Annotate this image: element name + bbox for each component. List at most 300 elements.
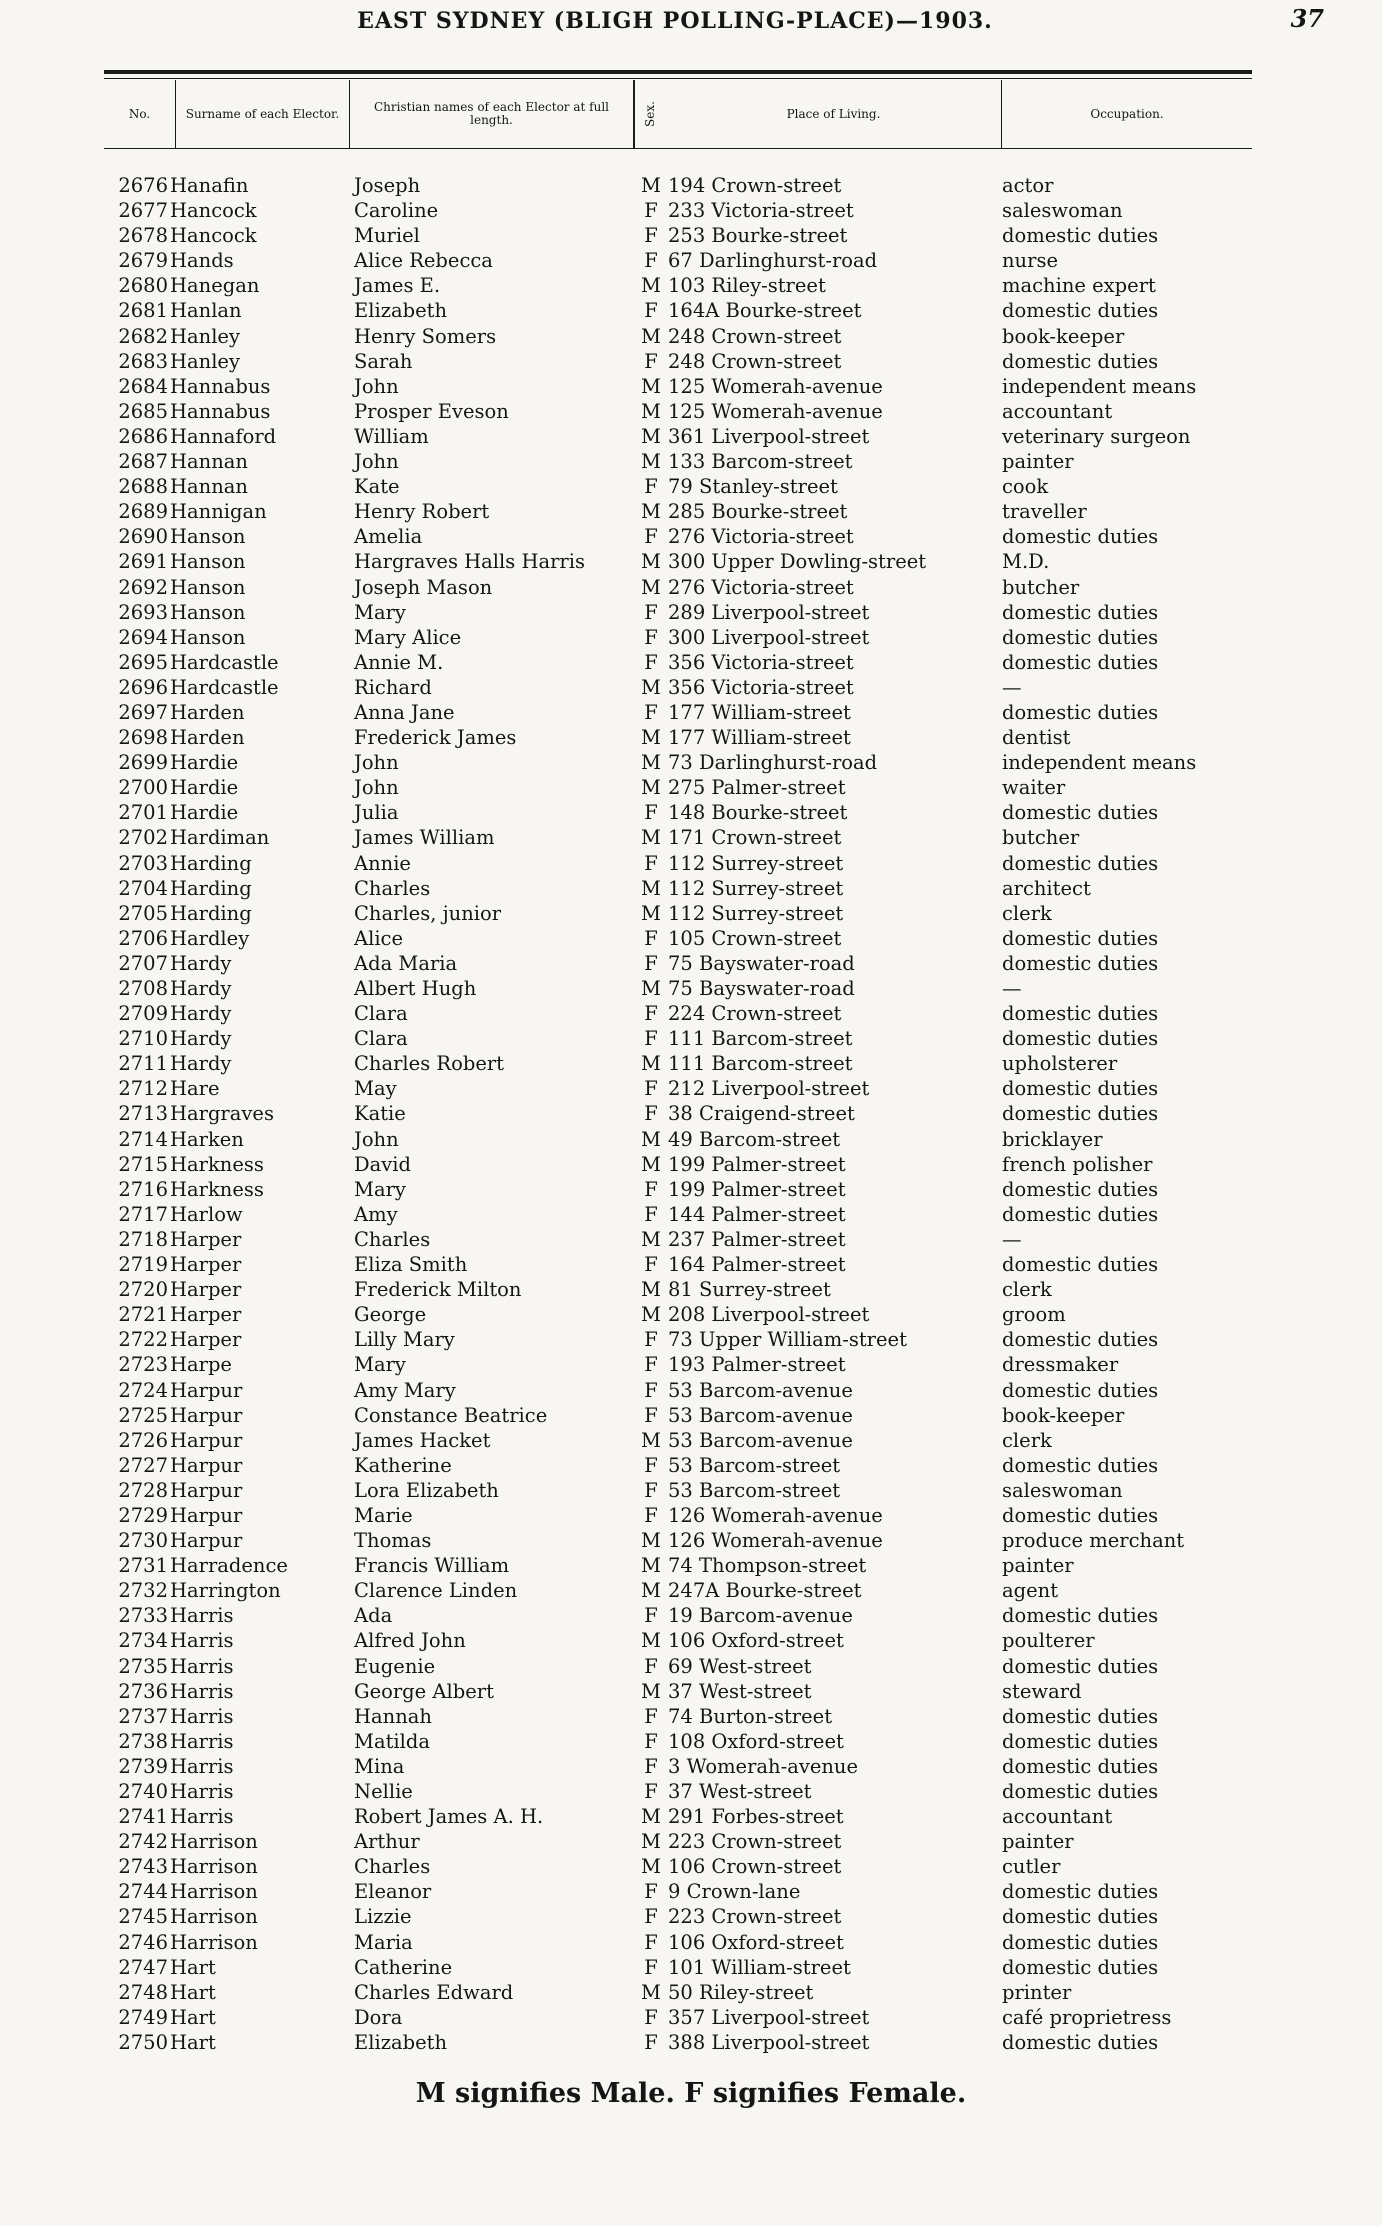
elector-number: 2691: [118, 550, 168, 574]
elector-christian-names: Clara: [354, 1002, 408, 1026]
elector-christian-names: Eugenie: [354, 1654, 436, 1678]
elector-christian-names: Charles, junior: [354, 901, 502, 925]
elector-christian-names: Eliza Smith: [354, 1253, 468, 1277]
elector-place-of-living: 49 Barcom-street: [668, 1127, 841, 1151]
elector-place-of-living: 356 Victoria-street: [668, 650, 854, 674]
elector-occupation: veterinary surgeon: [1002, 424, 1191, 448]
elector-sex: M: [641, 1127, 661, 1151]
elector-surname: Harpur: [170, 1453, 243, 1477]
elector-place-of-living: 199 Palmer-street: [668, 1152, 846, 1176]
elector-place-of-living: 361 Liverpool-street: [668, 424, 870, 448]
elector-surname: Hanley: [170, 324, 240, 348]
elector-occupation: painter: [1002, 1830, 1074, 1854]
elector-christian-names: Charles: [354, 1855, 431, 1879]
elector-occupation: architect: [1002, 876, 1091, 900]
elector-occupation: domestic duties: [1002, 650, 1159, 674]
header-rule-thin: [104, 78, 1252, 79]
elector-christian-names: Richard: [354, 675, 432, 699]
elector-occupation: domestic duties: [1002, 1654, 1159, 1678]
elector-surname: Hannigan: [170, 500, 267, 524]
elector-occupation: painter: [1002, 1554, 1074, 1578]
elector-surname: Hardy: [170, 977, 232, 1000]
table-row: [0, 1955, 1382, 1980]
table-row: [0, 1076, 1382, 1101]
table-row: [0, 1854, 1382, 1879]
elector-place-of-living: 248 Crown-street: [668, 324, 842, 348]
elector-sex: F: [644, 650, 658, 674]
elector-christian-names: Annie M.: [354, 650, 444, 674]
elector-surname: Harris: [170, 1654, 234, 1678]
elector-number: 2750: [118, 2030, 168, 2054]
elector-sex: F: [644, 1604, 658, 1628]
elector-sex: F: [644, 2030, 658, 2054]
table-row: [0, 1980, 1382, 2005]
elector-occupation: actor: [1002, 174, 1054, 197]
elector-number: 2724: [118, 1378, 168, 1402]
elector-sex: F: [644, 1453, 658, 1477]
table-row: [0, 449, 1382, 474]
table-row: [0, 775, 1382, 800]
elector-sex: F: [644, 1102, 658, 1126]
table-row: [0, 1101, 1382, 1126]
elector-christian-names: Ada: [354, 1604, 393, 1628]
elector-place-of-living: 19 Barcom-avenue: [668, 1604, 853, 1628]
elector-christian-names: Catherine: [354, 1955, 453, 1979]
elector-christian-names: Mary Alice: [354, 625, 462, 649]
elector-place-of-living: 177 William-street: [668, 700, 851, 724]
elector-place-of-living: 73 Darlinghurst-road: [668, 751, 878, 775]
elector-place-of-living: 111 Barcom-street: [668, 1052, 853, 1076]
table-row: [0, 650, 1382, 675]
table-row: [0, 474, 1382, 499]
elector-christian-names: John: [354, 1127, 399, 1151]
elector-surname: Harris: [170, 1679, 234, 1703]
table-row: [0, 1403, 1382, 1428]
table-row: [0, 1026, 1382, 1051]
elector-christian-names: Charles Edward: [354, 1980, 514, 2004]
elector-christian-names: Clarence Linden: [354, 1579, 518, 1603]
elector-sex: F: [644, 1002, 658, 1026]
elector-surname: Hanley: [170, 349, 240, 373]
table-row: [0, 374, 1382, 399]
elector-occupation: domestic duties: [1002, 1729, 1159, 1753]
elector-place-of-living: 111 Barcom-street: [668, 1027, 853, 1051]
elector-surname: Hart: [170, 1955, 216, 1979]
elector-surname: Harpur: [170, 1403, 243, 1427]
elector-number: 2694: [118, 625, 168, 649]
elector-number: 2738: [118, 1729, 168, 1753]
elector-occupation: saleswoman: [1002, 1478, 1123, 1502]
elector-place-of-living: 144 Palmer-street: [668, 1202, 846, 1226]
elector-sex: F: [644, 1754, 658, 1778]
table-row: [0, 1001, 1382, 1026]
elector-number: 2706: [118, 926, 168, 950]
elector-sex: F: [644, 1328, 658, 1352]
table-row: [0, 1904, 1382, 1929]
elector-place-of-living: 199 Palmer-street: [668, 1177, 846, 1201]
elector-place-of-living: 289 Liverpool-street: [668, 600, 870, 624]
elector-surname: Hanegan: [170, 274, 260, 298]
table-row: [0, 1327, 1382, 1352]
elector-place-of-living: 106 Oxford-street: [668, 1629, 844, 1653]
elector-christian-names: James Hacket: [354, 1428, 491, 1452]
elector-occupation: M.D.: [1002, 550, 1050, 574]
table-row: [0, 1654, 1382, 1679]
elector-sex: M: [641, 374, 661, 398]
elector-christian-names: Henry Robert: [354, 500, 490, 524]
elector-surname: Hardie: [170, 801, 239, 825]
elector-number: 2689: [118, 500, 168, 524]
elector-surname: Hardy: [170, 951, 232, 975]
elector-sex: F: [644, 199, 658, 223]
elector-place-of-living: 105 Crown-street: [668, 926, 842, 950]
elector-number: 2720: [118, 1278, 168, 1302]
table-row: [0, 1829, 1382, 1854]
elector-surname: Harrison: [170, 1930, 258, 1954]
elector-number: 2695: [118, 650, 168, 674]
elector-number: 2722: [118, 1328, 168, 1352]
elector-place-of-living: 133 Barcom-street: [668, 450, 853, 474]
elector-place-of-living: 81 Surrey-street: [668, 1278, 831, 1302]
elector-place-of-living: 177 William-street: [668, 726, 851, 750]
elector-sex: M: [641, 1830, 661, 1854]
elector-occupation: printer: [1002, 1980, 1072, 2004]
elector-surname: Hanson: [170, 600, 246, 624]
elector-occupation: domestic duties: [1002, 1930, 1159, 1954]
elector-surname: Harrison: [170, 1855, 258, 1879]
elector-occupation: machine expert: [1002, 274, 1156, 298]
elector-number: 2712: [118, 1077, 168, 1101]
elector-number: 2681: [118, 299, 168, 323]
elector-number: 2701: [118, 801, 168, 825]
table-row: [0, 223, 1382, 248]
elector-place-of-living: 223 Crown-street: [668, 1905, 842, 1929]
elector-place-of-living: 356 Victoria-street: [668, 675, 854, 699]
elector-surname: Harpur: [170, 1529, 243, 1553]
elector-surname: Hardie: [170, 776, 239, 800]
elector-surname: Harpur: [170, 1428, 243, 1452]
elector-place-of-living: 291 Forbes-street: [668, 1805, 844, 1829]
elector-occupation: café proprietress: [1002, 2005, 1172, 2029]
elector-place-of-living: 223 Crown-street: [668, 1830, 842, 1854]
elector-number: 2730: [118, 1529, 168, 1553]
elector-number: 2726: [118, 1428, 168, 1452]
elector-place-of-living: 50 Riley-street: [668, 1980, 814, 2004]
elector-number: 2677: [118, 199, 168, 223]
elector-number: 2685: [118, 399, 168, 423]
elector-place-of-living: 357 Liverpool-street: [668, 2005, 870, 2029]
table-row: [0, 1528, 1382, 1553]
elector-number: 2721: [118, 1303, 168, 1327]
elector-sex: F: [644, 600, 658, 624]
elector-place-of-living: 108 Oxford-street: [668, 1729, 844, 1753]
elector-number: 2692: [118, 575, 168, 599]
elector-place-of-living: 37 West-street: [668, 1780, 812, 1803]
elector-sex: M: [641, 274, 661, 298]
elector-surname: Harris: [170, 1729, 234, 1753]
elector-number: 2690: [118, 525, 168, 549]
elector-occupation: domestic duties: [1002, 625, 1159, 649]
elector-place-of-living: 53 Barcom-street: [668, 1478, 841, 1502]
elector-surname: Hanafin: [170, 174, 249, 197]
elector-surname: Hanson: [170, 525, 246, 549]
table-row: [0, 825, 1382, 850]
elector-occupation: accountant: [1002, 399, 1113, 423]
elector-sex: F: [644, 224, 658, 248]
elector-occupation: cook: [1002, 475, 1049, 499]
header-occupation: Occupation.: [1090, 106, 1164, 121]
elector-number: 2731: [118, 1554, 168, 1578]
elector-sex: M: [641, 500, 661, 524]
elector-sex: F: [644, 1654, 658, 1678]
table-row: [0, 1679, 1382, 1704]
elector-surname: Hancock: [170, 199, 257, 223]
elector-surname: Harken: [170, 1127, 244, 1151]
elector-place-of-living: 74 Burton-street: [668, 1704, 833, 1728]
elector-christian-names: Mary: [354, 1353, 406, 1377]
elector-surname: Harris: [170, 1604, 234, 1628]
elector-number: 2710: [118, 1027, 168, 1051]
elector-christian-names: Arthur: [354, 1830, 420, 1854]
elector-christian-names: Charles Robert: [354, 1052, 505, 1076]
elector-christian-names: George Albert: [354, 1679, 494, 1703]
elector-sex: M: [641, 1529, 661, 1553]
elector-surname: Harper: [170, 1227, 242, 1251]
elector-sex: M: [641, 675, 661, 699]
table-row: [0, 700, 1382, 725]
elector-place-of-living: 388 Liverpool-street: [668, 2030, 870, 2054]
elector-sex: M: [641, 1554, 661, 1578]
elector-number: 2727: [118, 1453, 168, 1477]
elector-place-of-living: 276 Victoria-street: [668, 525, 854, 549]
elector-number: 2729: [118, 1503, 168, 1527]
elector-occupation: domestic duties: [1002, 1905, 1159, 1929]
elector-christian-names: John: [354, 374, 399, 398]
header-place-of-living: Place of Living.: [666, 80, 1002, 148]
elector-surname: Hart: [170, 2030, 216, 2054]
elector-surname: Hanson: [170, 625, 246, 649]
elector-place-of-living: 233 Victoria-street: [668, 199, 854, 223]
elector-sex: F: [644, 1027, 658, 1051]
elector-number: 2709: [118, 1002, 168, 1026]
elector-number: 2719: [118, 1253, 168, 1277]
elector-occupation: domestic duties: [1002, 1002, 1159, 1026]
elector-sex: F: [644, 1378, 658, 1402]
elector-number: 2743: [118, 1855, 168, 1879]
elector-surname: Hargraves: [170, 1102, 274, 1126]
elector-number: 2711: [118, 1052, 168, 1076]
elector-number: 2734: [118, 1629, 168, 1653]
elector-sex: F: [644, 1905, 658, 1929]
elector-christian-names: Albert Hugh: [354, 977, 477, 1000]
elector-occupation: clerk: [1002, 1428, 1052, 1452]
elector-occupation: domestic duties: [1002, 851, 1159, 875]
elector-christian-names: Elizabeth: [354, 2030, 448, 2054]
elector-number: 2682: [118, 324, 168, 348]
elector-occupation: domestic duties: [1002, 1880, 1159, 1904]
table-row: [0, 1578, 1382, 1603]
elector-christian-names: Mary: [354, 1177, 406, 1201]
elector-sex: F: [644, 525, 658, 549]
elector-surname: Hannaford: [170, 424, 277, 448]
elector-sex: F: [644, 249, 658, 273]
elector-sex: M: [641, 1629, 661, 1653]
elector-place-of-living: 79 Stanley-street: [668, 475, 838, 499]
elector-number: 2686: [118, 424, 168, 448]
elector-number: 2745: [118, 1905, 168, 1929]
table-row: [0, 1503, 1382, 1528]
table-row: [0, 2005, 1382, 2030]
elector-occupation: domestic duties: [1002, 700, 1159, 724]
elector-occupation: domestic duties: [1002, 1202, 1159, 1226]
elector-christian-names: Maria: [354, 1930, 413, 1954]
elector-christian-names: Francis William: [354, 1554, 510, 1578]
elector-sex: M: [641, 550, 661, 574]
elector-sex: M: [641, 399, 661, 423]
elector-sex: M: [641, 324, 661, 348]
elector-occupation: independent means: [1002, 374, 1197, 398]
elector-christian-names: Lora Elizabeth: [354, 1478, 499, 1502]
elector-sex: M: [641, 977, 661, 1000]
elector-place-of-living: 208 Liverpool-street: [668, 1303, 870, 1327]
elector-surname: Harding: [170, 876, 252, 900]
elector-sex: F: [644, 2005, 658, 2029]
elector-surname: Hanlan: [170, 299, 242, 323]
header-sex: Sex.: [634, 80, 666, 148]
elector-occupation: independent means: [1002, 751, 1197, 775]
elector-sex: M: [641, 1980, 661, 2004]
elector-occupation: domestic duties: [1002, 1780, 1159, 1803]
table-row: [0, 1352, 1382, 1377]
elector-place-of-living: 212 Liverpool-street: [668, 1077, 870, 1101]
table-row: [0, 1202, 1382, 1227]
elector-christian-names: Amy Mary: [354, 1378, 456, 1402]
elector-christian-names: Marie: [354, 1503, 413, 1527]
elector-christian-names: Elizabeth: [354, 299, 448, 323]
elector-occupation: upholsterer: [1002, 1052, 1118, 1076]
elector-occupation: produce merchant: [1002, 1529, 1185, 1553]
table-row: [0, 976, 1382, 1001]
elector-christian-names: Frederick Milton: [354, 1278, 522, 1302]
elector-christian-names: Katie: [354, 1102, 406, 1126]
elector-christian-names: Julia: [354, 801, 399, 825]
elector-place-of-living: 9 Crown-lane: [668, 1880, 801, 1904]
elector-list: [0, 173, 1382, 2055]
elector-sex: F: [644, 851, 658, 875]
elector-sex: M: [641, 174, 661, 197]
elector-christian-names: Hargraves Halls Harris: [354, 550, 585, 574]
table-row: [0, 1628, 1382, 1653]
elector-surname: Hancock: [170, 224, 257, 248]
elector-surname: Harlow: [170, 1202, 243, 1226]
elector-christian-names: Henry Somers: [354, 324, 497, 348]
elector-number: 2737: [118, 1704, 168, 1728]
elector-number: 2748: [118, 1980, 168, 2004]
elector-occupation: domestic duties: [1002, 1704, 1159, 1728]
elector-occupation: dentist: [1002, 726, 1071, 750]
elector-sex: F: [644, 801, 658, 825]
elector-christian-names: Mary: [354, 600, 406, 624]
elector-surname: Hardcastle: [170, 650, 279, 674]
table-row: [0, 1704, 1382, 1729]
elector-occupation: domestic duties: [1002, 1453, 1159, 1477]
table-row: [0, 1252, 1382, 1277]
elector-occupation: clerk: [1002, 1278, 1052, 1302]
elector-sex: M: [641, 1152, 661, 1176]
elector-number: 2749: [118, 2005, 168, 2029]
elector-sex: M: [641, 1855, 661, 1879]
elector-sex: M: [641, 826, 661, 850]
elector-sex: F: [644, 1955, 658, 1979]
elector-christian-names: Amelia: [354, 525, 423, 549]
elector-sex: M: [641, 1679, 661, 1703]
elector-number: 2718: [118, 1227, 168, 1251]
elector-number: 2687: [118, 450, 168, 474]
elector-number: 2741: [118, 1805, 168, 1829]
table-row: [0, 424, 1382, 449]
elector-number: 2707: [118, 951, 168, 975]
elector-place-of-living: 112 Surrey-street: [668, 901, 844, 925]
elector-number: 2716: [118, 1177, 168, 1201]
elector-number: 2714: [118, 1127, 168, 1151]
elector-sex: M: [641, 751, 661, 775]
elector-occupation: domestic duties: [1002, 1604, 1159, 1628]
elector-number: 2683: [118, 349, 168, 373]
elector-sex: M: [641, 1052, 661, 1076]
elector-surname: Harper: [170, 1278, 242, 1302]
table-row: [0, 876, 1382, 901]
elector-place-of-living: 53 Barcom-street: [668, 1453, 841, 1477]
elector-christian-names: Clara: [354, 1027, 408, 1051]
elector-christian-names: Lilly Mary: [354, 1328, 455, 1352]
elector-number: 2698: [118, 726, 168, 750]
elector-sex: F: [644, 1077, 658, 1101]
elector-surname: Harden: [170, 700, 245, 724]
header-no: No.: [104, 80, 176, 148]
elector-surname: Harris: [170, 1754, 234, 1778]
table-row: [0, 1930, 1382, 1955]
elector-place-of-living: 38 Craigend-street: [668, 1102, 855, 1126]
page-number: 37: [1290, 4, 1324, 33]
elector-occupation: —: [1002, 1227, 1022, 1251]
elector-christian-names: William: [354, 424, 429, 448]
elector-christian-names: Mina: [354, 1754, 405, 1778]
elector-christian-names: Caroline: [354, 199, 439, 223]
elector-surname: Hannan: [170, 450, 248, 474]
elector-sex: M: [641, 424, 661, 448]
elector-place-of-living: 106 Oxford-street: [668, 1930, 844, 1954]
elector-place-of-living: 75 Bayswater-road: [668, 951, 855, 975]
elector-christian-names: James E.: [354, 274, 441, 298]
elector-place-of-living: 126 Womerah-avenue: [668, 1529, 883, 1553]
elector-christian-names: David: [354, 1152, 411, 1176]
table-row: [0, 1277, 1382, 1302]
elector-surname: Harkness: [170, 1152, 264, 1176]
elector-christian-names: Charles: [354, 1227, 431, 1251]
table-row: [0, 1804, 1382, 1829]
elector-occupation: saleswoman: [1002, 199, 1123, 223]
table-row: [0, 549, 1382, 574]
elector-christian-names: Thomas: [354, 1529, 432, 1553]
elector-christian-names: Hannah: [354, 1704, 432, 1728]
elector-place-of-living: 69 West-street: [668, 1654, 812, 1678]
elector-place-of-living: 73 Upper William-street: [668, 1328, 907, 1352]
elector-surname: Hart: [170, 2005, 216, 2029]
elector-occupation: —: [1002, 675, 1022, 699]
elector-surname: Harpur: [170, 1378, 243, 1402]
elector-occupation: domestic duties: [1002, 1177, 1159, 1201]
elector-occupation: domestic duties: [1002, 349, 1159, 373]
